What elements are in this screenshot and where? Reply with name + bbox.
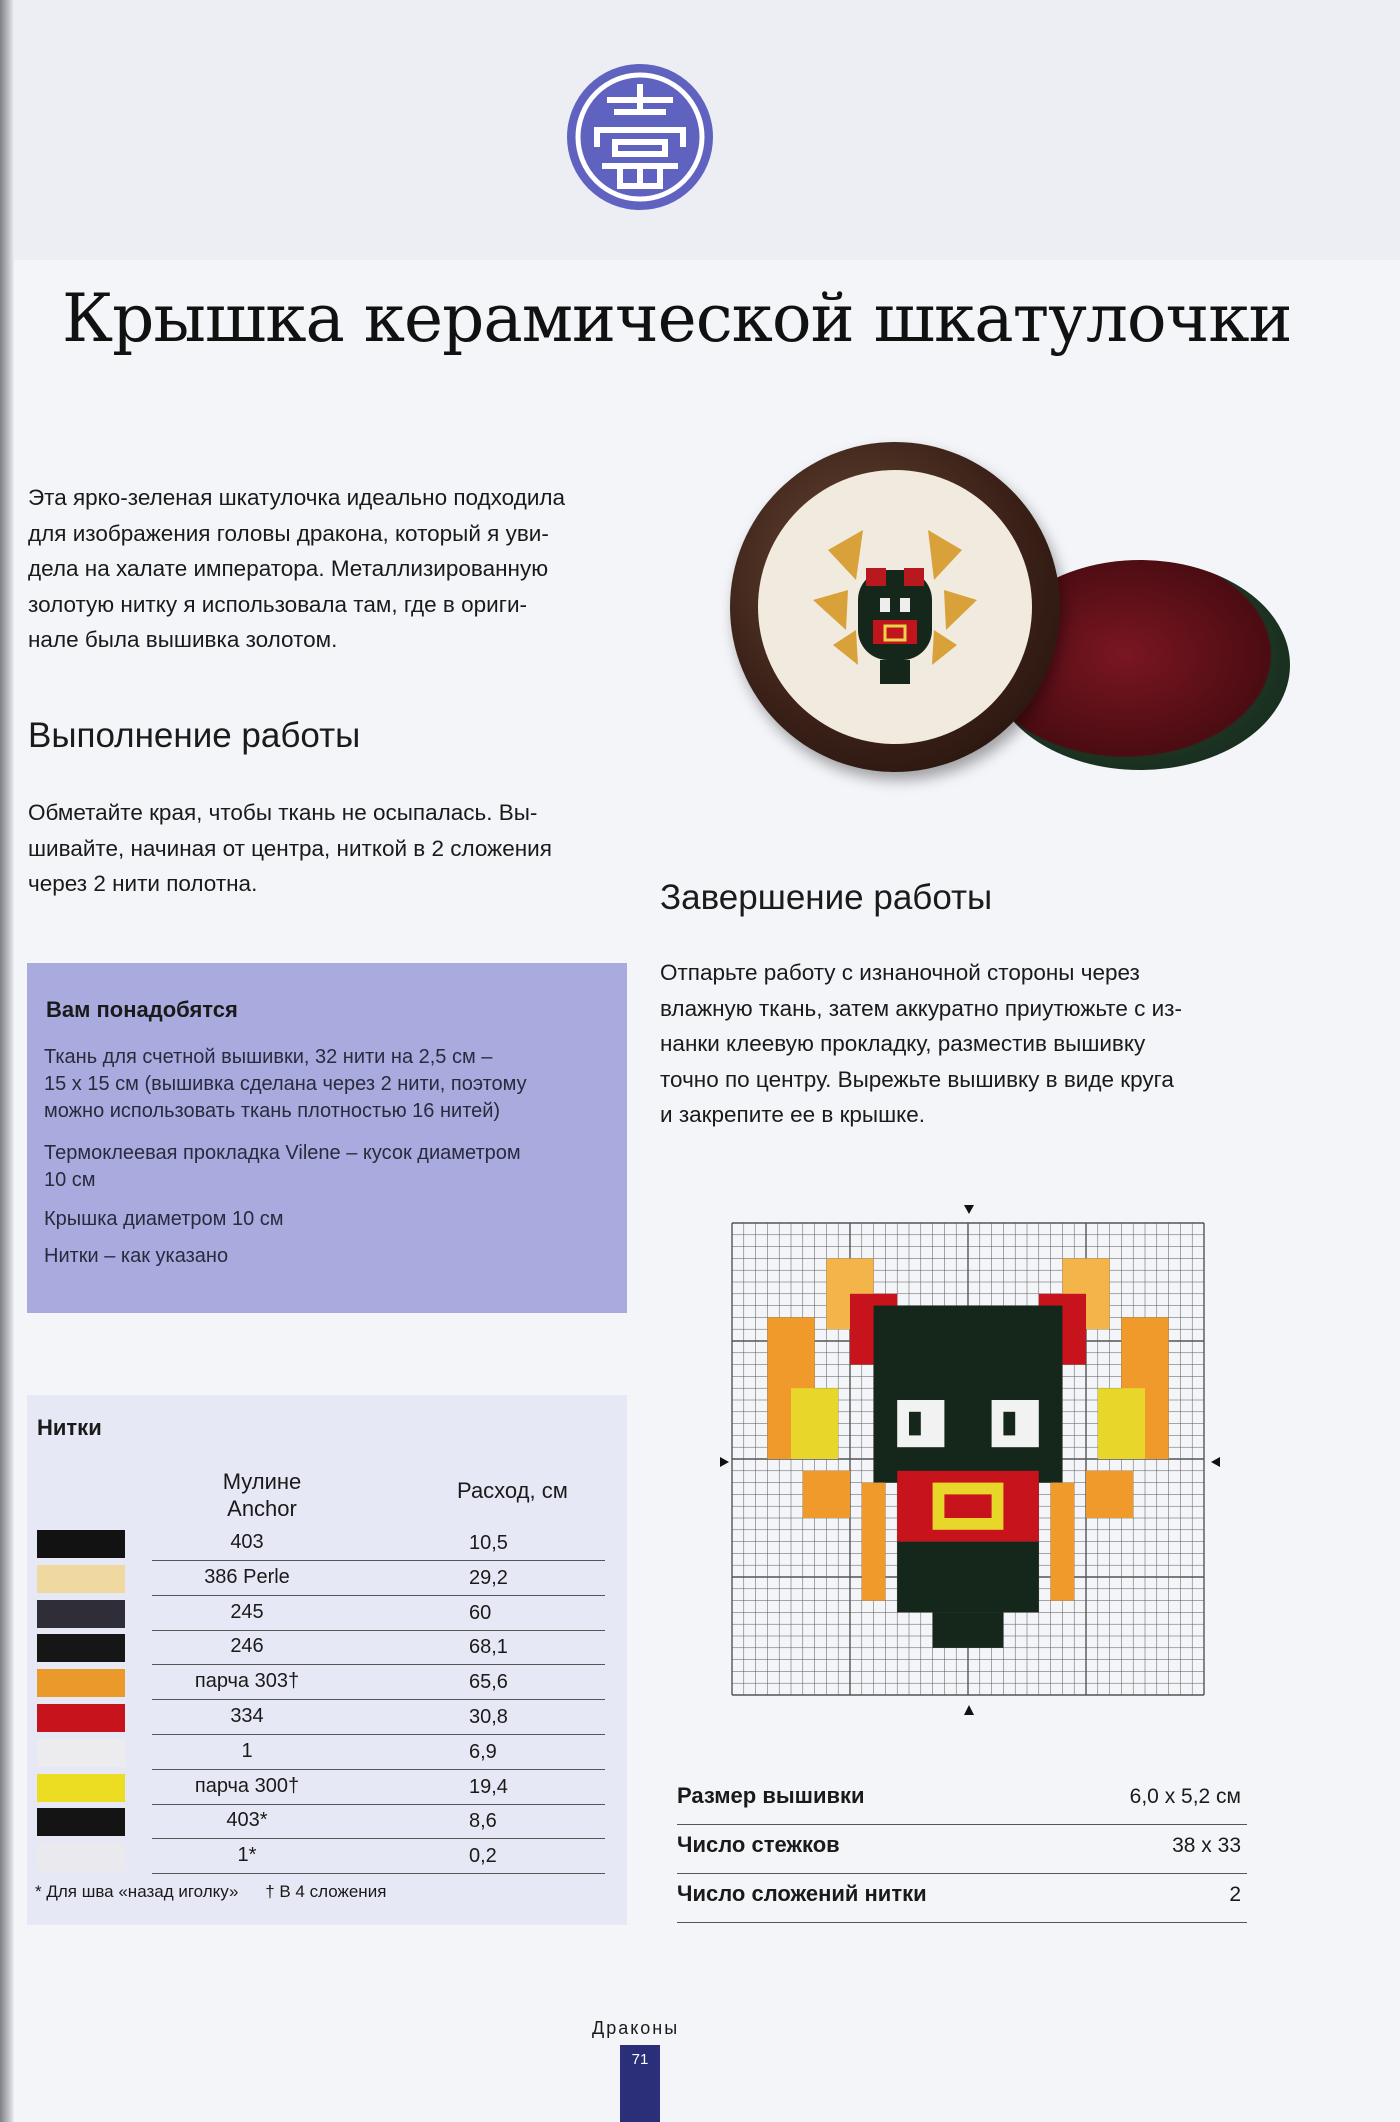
materials-item-line: Термоклеевая прокладка Vilene – кусок диаметром (44, 1142, 521, 1164)
thread-qty: 30,8 (469, 1706, 508, 1728)
center-marker-right (1211, 1457, 1220, 1467)
col-header-usage: Расход, см (457, 1478, 568, 1503)
thread-row (37, 1839, 605, 1874)
materials-item-line: 10 см (44, 1169, 96, 1191)
finish-paragraph (660, 955, 1300, 1133)
cross-stitch-chart (720, 1205, 1220, 1715)
box-lid-photo (730, 442, 1060, 772)
stitch-block (791, 1388, 838, 1459)
footnote-strands: † В 4 сложения (265, 1882, 387, 1901)
stat-label: Число сложений нитки (677, 1881, 927, 1906)
materials-item (44, 1044, 614, 1125)
thread-name: 245 (230, 1600, 264, 1623)
stat-row (677, 1873, 1247, 1923)
thread-name: 403* (226, 1809, 268, 1832)
color-swatch (37, 1808, 125, 1836)
stitch-block (897, 1542, 1039, 1613)
thread-row (37, 1596, 605, 1631)
thread-name: 1 (241, 1739, 253, 1762)
stat-label: Число стежков (677, 1832, 840, 1857)
work-paragraph (28, 795, 638, 902)
color-swatch (37, 1774, 125, 1802)
color-swatch (37, 1843, 125, 1871)
center-marker-bottom (964, 1705, 974, 1715)
chart-motif (767, 1258, 1168, 1647)
thread-row (37, 1804, 605, 1839)
materials-item (44, 1243, 614, 1270)
stitch-block (1051, 1483, 1075, 1601)
text-line: золотую нитку я использовала там, где в ориги- (28, 591, 527, 617)
thread-row (37, 1770, 605, 1805)
page-title: Крышка керамической шкатулочки (62, 280, 1292, 357)
text-line: Отпарьте работу с изнаночной стороны через (660, 960, 1140, 985)
color-swatch (37, 1634, 125, 1662)
thread-name: 334 (230, 1705, 264, 1727)
threads-table (27, 1395, 627, 1925)
stitch-block (909, 1412, 921, 1436)
book-spine-shadow (0, 0, 14, 2122)
materials-title: Вам понадобятся (46, 997, 238, 1022)
color-swatch (37, 1739, 125, 1767)
thread-row (37, 1561, 605, 1596)
shou-emblem-icon (565, 62, 715, 212)
stitch-block (1086, 1471, 1133, 1518)
stitch-block (933, 1612, 1004, 1647)
thread-row (37, 1700, 605, 1735)
stitch-block (862, 1483, 886, 1601)
color-swatch (37, 1600, 125, 1628)
color-swatch (37, 1530, 125, 1558)
row-divider (152, 1873, 605, 1874)
threads-title: Нитки (37, 1415, 102, 1440)
stat-value: 6,0 x 5,2 см (1129, 1785, 1241, 1808)
thread-qty: 0,2 (469, 1845, 497, 1868)
thread-qty: 6,9 (469, 1740, 497, 1763)
lid-embroidery (758, 470, 1032, 744)
color-swatch (37, 1669, 125, 1697)
thread-row (37, 1630, 605, 1665)
color-swatch (37, 1704, 125, 1732)
text-line: влажную ткань, затем аккуратно приутюжьте с из- (660, 995, 1182, 1021)
thread-row (37, 1735, 605, 1770)
text-line: точно по центру. Вырежьте вышивку в виде круга (660, 1066, 1174, 1092)
threads-footnotes (35, 1882, 408, 1902)
stat-value: 2 (1229, 1883, 1241, 1906)
section-name: Драконы (592, 2018, 680, 2038)
text-line: нанки клеевую прокладку, разместив вышивку (660, 1031, 1146, 1056)
thread-name: парча 303† (194, 1670, 300, 1693)
thread-row (37, 1665, 605, 1700)
finish-heading: Завершение работы (660, 878, 993, 917)
stat-row (677, 1775, 1247, 1825)
stitch-block (992, 1400, 1039, 1447)
thread-name: парча 300† (194, 1774, 300, 1797)
materials-box (27, 963, 627, 1313)
thread-name: 403 (230, 1531, 264, 1553)
stitch-block (1003, 1412, 1015, 1436)
materials-item-line: 15 x 15 см (вышивка сделана через 2 нити, поэтому (44, 1073, 527, 1095)
page-number: 71 (620, 2045, 660, 2122)
text-line: дела на халате императора. Металлизированную (28, 556, 549, 581)
thread-name: 386 Perle (204, 1565, 290, 1588)
materials-item (44, 1140, 614, 1194)
text-line: для изображения головы дракона, который я уви- (28, 520, 549, 546)
thread-qty: 8,6 (469, 1810, 497, 1833)
materials-item-line: можно использовать ткань плотностью 16 нитей) (44, 1100, 501, 1122)
thread-qty: 60 (469, 1601, 492, 1624)
materials-item-line: Ткань для счетной вышивки, 32 нити на 2,5 см – (44, 1046, 493, 1068)
stitch-block (874, 1306, 1063, 1483)
thread-qty: 19,4 (469, 1775, 508, 1798)
col-header-floss (192, 1468, 332, 1522)
center-marker-left (720, 1457, 729, 1467)
stitch-block (897, 1400, 944, 1447)
stitch-block (803, 1471, 850, 1518)
text-line: шивайте, начиная от центра, ниткой в 2 сложения (28, 835, 552, 861)
thread-qty: 10,5 (469, 1532, 508, 1554)
work-heading: Выполнение работы (28, 716, 361, 755)
stat-label: Размер вышивки (677, 1783, 865, 1808)
materials-item-line: Крышка диаметром 10 см (44, 1208, 284, 1230)
thread-name: 1* (237, 1844, 257, 1867)
thread-qty: 68,1 (469, 1636, 508, 1659)
stat-value: 38 x 33 (1172, 1834, 1241, 1857)
materials-item-line: Нитки – как указано (44, 1245, 229, 1267)
stat-row (677, 1824, 1247, 1874)
footnote-backstitch: * Для шва «назад иголку» (35, 1882, 239, 1901)
col-header-floss-line2: Anchor (227, 1496, 297, 1521)
thread-row (37, 1526, 605, 1561)
materials-item (44, 1206, 614, 1233)
intro-paragraph (28, 480, 638, 658)
dragon-head-icon (758, 470, 1032, 744)
stitch-block (1098, 1388, 1145, 1459)
color-swatch (37, 1565, 125, 1593)
col-header-floss-line1: Мулине (222, 1469, 302, 1494)
text-line: и закрепите ее в крышке. (660, 1102, 926, 1127)
text-line: через 2 нити полотна. (28, 871, 258, 896)
text-line: Обметайте края, чтобы ткань не осыпалась. Вы- (28, 800, 538, 825)
stitch-block (944, 1494, 991, 1518)
text-line: нале была вышивка золотом. (28, 627, 338, 652)
center-marker-top (964, 1205, 974, 1214)
text-line: Эта ярко-зеленая шкатулочка идеально подходила (28, 485, 566, 510)
thread-name: 246 (230, 1635, 264, 1658)
thread-qty: 65,6 (469, 1671, 508, 1694)
thread-qty: 29,2 (469, 1566, 508, 1589)
